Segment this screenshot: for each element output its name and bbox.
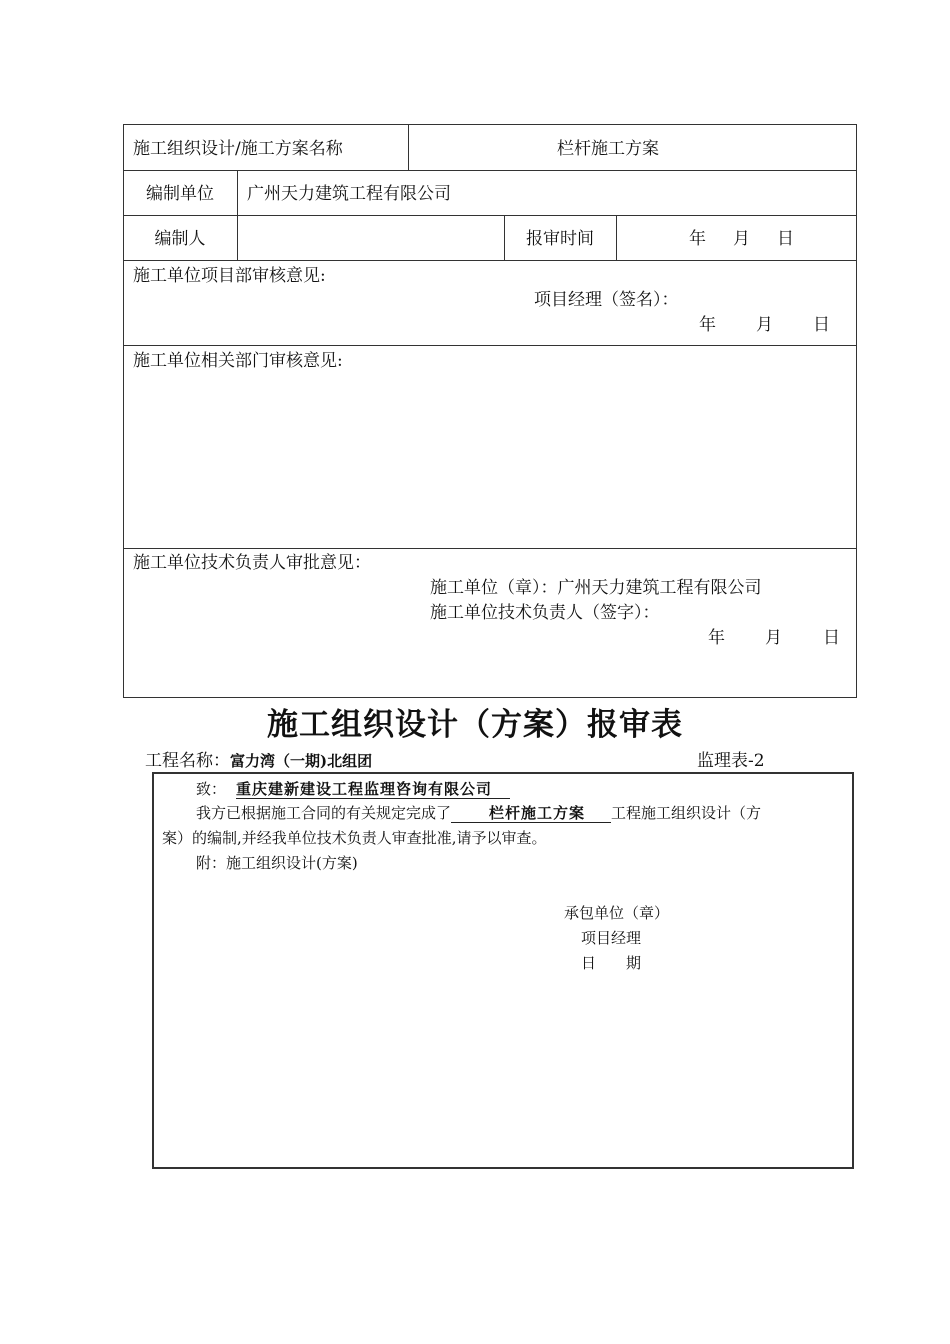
row-divider: [123, 215, 857, 216]
tech-approval-label: 施工单位技术负责人审批意见：: [133, 553, 371, 573]
row-divider: [123, 260, 857, 261]
body-plan-value: 栏杆施工方案: [451, 804, 611, 823]
attachment: 附：施工组织设计(方案): [196, 854, 358, 872]
pm-sign-label: 项目经理（签名）：: [534, 290, 679, 310]
form-title: 施工组织设计（方案）报审表: [267, 707, 683, 743]
report-time-label: 报审时间: [526, 229, 594, 249]
plan-name-label: 施工组织设计/施工方案名称: [133, 139, 343, 159]
col-divider: [237, 170, 238, 260]
project-manager: 项目经理: [581, 929, 642, 947]
dept-date-year: 年: [699, 315, 716, 335]
seal-line: 施工单位（章）：广州天力建筑工程有限公司: [430, 578, 762, 598]
row-divider: [123, 345, 857, 346]
unit-value: 广州天力建筑工程有限公司: [247, 184, 451, 204]
dept-date-day: 日: [813, 315, 830, 335]
date-label: 日 期: [581, 954, 642, 972]
body-line-1: [196, 804, 761, 823]
row-divider: [123, 548, 857, 549]
author-label: 编制人: [154, 229, 206, 249]
form-code: 监理表-2: [697, 751, 765, 771]
project-value: 富力湾（一期)北组团: [230, 752, 373, 770]
to-label: 致：: [196, 780, 227, 798]
report-time-month: 月: [733, 229, 750, 249]
tech-date-day: 日: [823, 628, 840, 648]
to-value: 重庆建新建设工程监理咨询有限公司: [236, 780, 510, 799]
report-time-day: 日: [777, 229, 794, 249]
unit-label: 编制单位: [146, 184, 214, 204]
tech-date-month: 月: [765, 628, 782, 648]
tech-date-year: 年: [708, 628, 725, 648]
plan-name-value: 栏杆施工方案: [557, 139, 659, 159]
contractor-seal: 承包单位（章）: [564, 904, 670, 922]
row-divider: [123, 170, 857, 171]
body-prefix: 我方已根据施工合同的有关规定完成了: [196, 804, 452, 822]
project-label: 工程名称：: [145, 751, 230, 771]
report-time-year: 年: [689, 229, 706, 249]
project-name-row: [145, 751, 372, 771]
body-suffix: 工程施工组织设计（方: [611, 804, 762, 822]
related-dept-label: 施工单位相关部门审核意见:: [133, 351, 343, 371]
col-divider: [616, 215, 617, 260]
body-line-2: 案）的编制,并经我单位技术负责人审查批准,请予以审查。: [162, 829, 547, 847]
dept-date-month: 月: [756, 315, 773, 335]
to-row: [196, 780, 510, 799]
tech-sign-label: 施工单位技术负责人（签字）：: [430, 603, 660, 623]
dept-review-label: 施工单位项目部审核意见:: [133, 266, 326, 286]
